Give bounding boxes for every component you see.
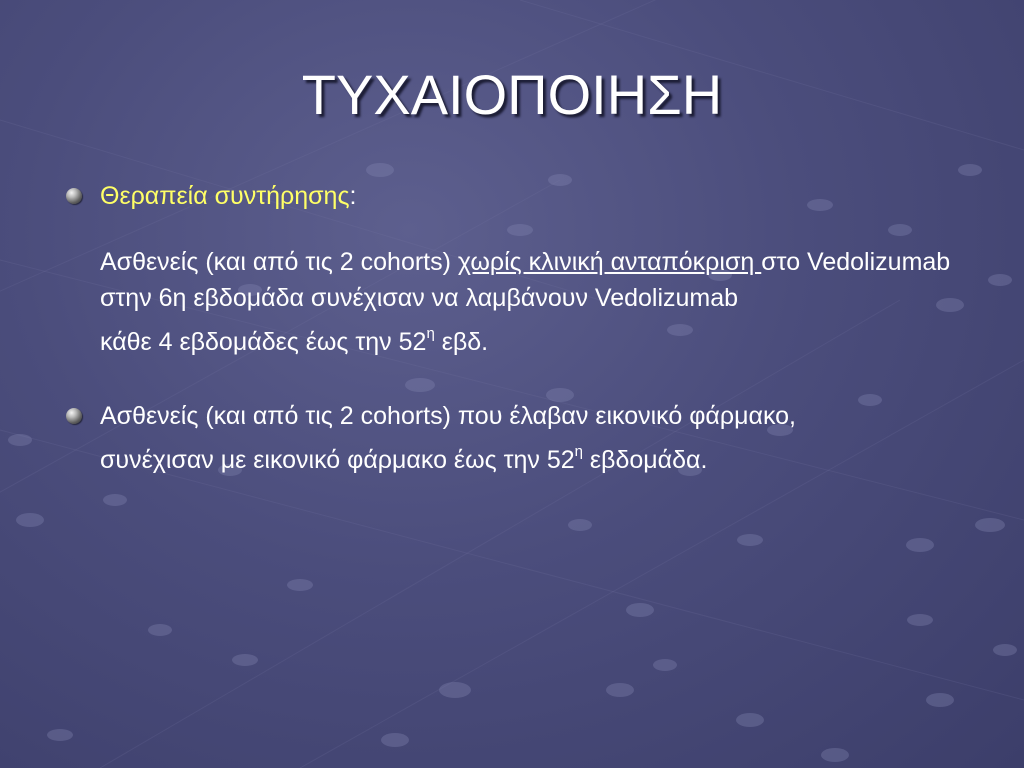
bullet1-text-pre: Ασθενείς (και από τις 2 cohorts): [100, 248, 458, 276]
bullet1-line2-pre: κάθε 4 εβδομάδες έως την 52: [100, 328, 427, 356]
bullet2-paragraph-2: [64, 442, 964, 478]
bullet1-paragraph: [64, 244, 964, 316]
bullet-item-placebo: [64, 398, 964, 434]
bullet-icon: [66, 408, 82, 424]
bullet2-line2-pre: συνέχισαν με εικονικό φάρμακο έως την 52: [100, 446, 575, 474]
bullet-icon: [66, 188, 82, 204]
bullet1-paragraph-2: [64, 324, 964, 360]
bullet-heading: Θεραπεία συντήρησης: [100, 182, 350, 210]
slide-title: ΤΥΧΑΙΟΠΟΙΗΣΗ: [301, 63, 723, 126]
heading-colon: :: [349, 182, 357, 210]
bullet-item-maintenance: [64, 178, 964, 214]
slide-body: [64, 178, 964, 478]
bullet2-line2-post: εβδομάδα.: [582, 446, 708, 474]
bullet2-line2-sup: η: [574, 442, 583, 460]
bullet1-line2-sup: η: [426, 324, 435, 342]
bullet1-text-underlined: χωρίς κλινική ανταπόκριση: [457, 248, 762, 276]
bullet2-text: Ασθενείς (και από τις 2 cohorts) που έλαβαν εικονικό φάρμακο,: [100, 402, 796, 430]
bullet1-line2-post: εβδ.: [434, 328, 489, 356]
bullet1-text-post: στο Vedolizumab στην 6η εβδομάδα συνέχισαν να λαμβάνουν Vedolizumab: [100, 248, 951, 312]
